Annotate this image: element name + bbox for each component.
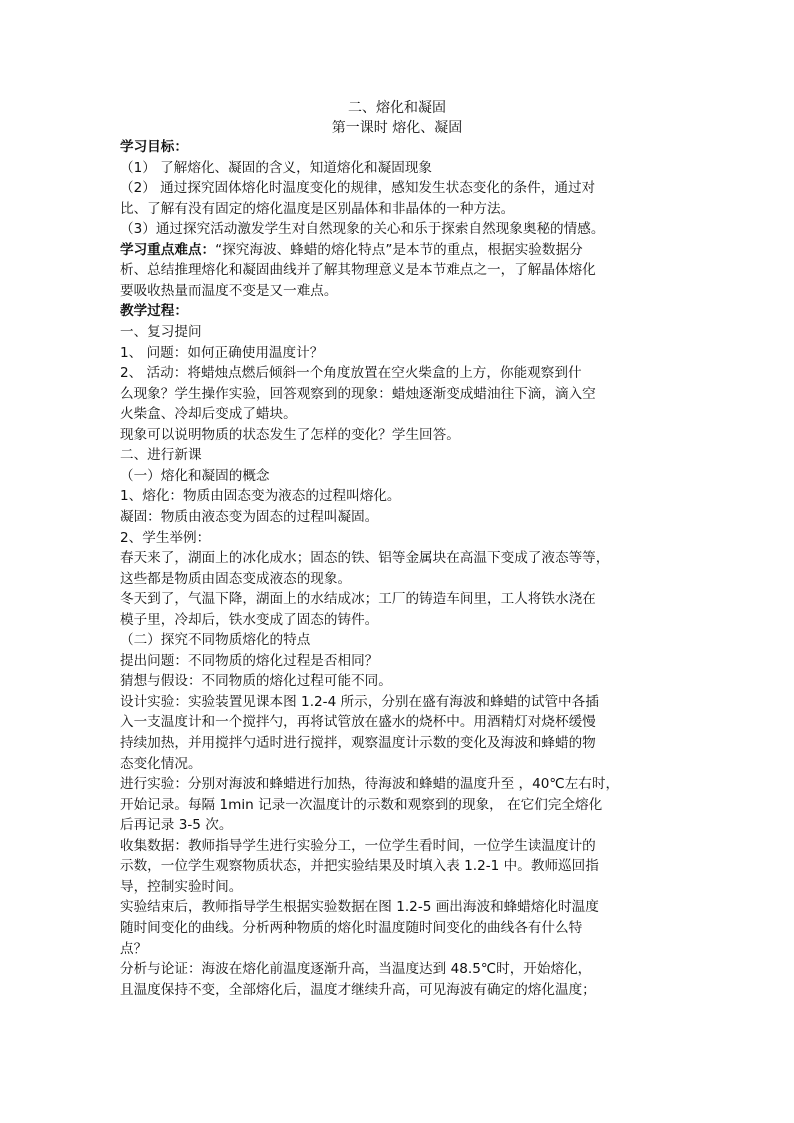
text-line (120, 528, 210, 548)
line-text: 入一支温度计和一个搅拌勺，再将试管放在盛水的烧杯中。用酒精灯对烧杯缓慢 (120, 714, 596, 731)
text-line (120, 630, 310, 650)
line-text: 收集数据：教师指导学生进行实验分工，一位学生看时间，一位学生读温度计的 (120, 837, 596, 854)
text-line (120, 877, 242, 897)
text-line (120, 692, 599, 712)
text-line (120, 939, 147, 959)
text-line (120, 815, 232, 835)
line-text: 导，控制实验时间。 (120, 878, 243, 895)
text-line (120, 918, 582, 938)
text-line (120, 343, 323, 363)
text-line (120, 158, 432, 178)
line-lead-label: 学习重点难点： (120, 241, 216, 258)
page-title: 二、熔化和凝固 (348, 100, 446, 116)
text-line (120, 754, 202, 774)
line-text: 火柴盒、冷却后变成了蜡块。 (120, 406, 297, 423)
text-line (120, 836, 596, 856)
text-line (120, 569, 351, 589)
text-line (120, 199, 514, 219)
line-text: 分析与论证：海波在熔化前温度逐渐升高，当温度达到 48.5℃时，开始熔化， (120, 961, 592, 977)
text-line (120, 733, 596, 753)
line-text: 比、了解有没有固定的熔化温度是区别晶体和非晶体的一种方法。 (120, 200, 515, 217)
text-line (120, 671, 392, 691)
text-line (120, 795, 602, 815)
text-line (120, 384, 596, 404)
line-text: 态变化情况。 (120, 755, 202, 772)
text-line (120, 486, 401, 506)
line-text: 这些都是物质由固态变成液态的现象。 (120, 570, 352, 587)
line-text: “探究海波、蜂蜡的熔化特点”是本节的重点，根据实验数据分 (215, 241, 583, 258)
text-line (120, 466, 270, 486)
line-text: （一）熔化和凝固的概念 (120, 467, 270, 484)
line-text: 随时间变化的曲线。分析两种物质的熔化时温度随时间变化的曲线各有什么特 (120, 919, 583, 936)
text-line (120, 712, 596, 732)
line-text: 示数，一位学生观察物质状态，并把实验结果及时填入表 1.2-1 中。教师巡回指 (120, 858, 599, 875)
text-line (120, 240, 583, 260)
text-line (120, 322, 202, 342)
line-text: 2、学生举例： (120, 529, 211, 546)
text-line (120, 137, 188, 157)
line-text: 冬天到了，气温下降，湖面上的水结成冰；工厂的铸造车间里，工人将铁水浇在 (120, 591, 596, 608)
text-line (120, 178, 595, 198)
text-line (120, 301, 188, 321)
text-line (120, 610, 378, 630)
text-line (120, 281, 338, 301)
text-line (120, 774, 619, 794)
line-text: 实验结束后，教师指导学生根据实验数据在图 1.2-5 画出海波和蜂蜡熔化时温度 (120, 899, 599, 916)
text-line (120, 425, 460, 445)
line-text: 开始记录。每隔 1min 记录一次温度计的示数和观察到的现象， 在它们完全熔化 (120, 796, 603, 813)
text-line (120, 219, 604, 239)
line-text: 后再记录 3-5 次。 (120, 817, 233, 834)
line-text: 提出问题：不同物质的熔化过程是否相同？ (120, 652, 379, 669)
line-text: 么现象？学生操作实验，回答观察到的现象：蜡烛逐渐变成蜡油往下滴，滴入空 (120, 385, 596, 402)
line-text: 设计实验：实验装置见课本图 1.2-4 所示，分别在盛有海波和蜂蜡的试管中各插 (120, 693, 599, 710)
line-text: 一、复习提问 (120, 324, 202, 340)
line-text: 析、总结推理熔化和凝固曲线并了解其物理意义是本节难点之一，了解晶体熔化 (120, 262, 596, 279)
line-text: （2） 通过探究固体熔化时温度变化的规律，感知发生状态变化的条件，通过对 (120, 180, 596, 197)
line-text: （3）通过探究活动激发学生对自然现象的关心和乐于探索自然现象奥秘的情感。 (120, 221, 605, 238)
text-line (120, 260, 596, 280)
text-line (120, 363, 582, 383)
line-text: 二、进行新课 (120, 447, 202, 464)
line-text: 1、 问题：如何正确使用温度计？ (120, 344, 324, 361)
line-text: 1、熔化：物质由固态变为液态的过程叫熔化。 (120, 488, 401, 505)
line-text: 且温度保持不变，全部熔化后，温度才继续升高，可见海波有确定的熔化温度； (120, 981, 596, 998)
text-line (120, 959, 591, 979)
line-text: 教学过程： (120, 303, 188, 320)
line-text: 现象可以说明物质的状态发生了怎样的变化？学生回答。 (120, 426, 460, 443)
text-line (120, 897, 599, 917)
text-line (120, 445, 202, 465)
text-line (120, 980, 596, 1000)
line-text: （二）探究不同物质熔化的特点 (120, 632, 311, 649)
line-text: 进行实验：分别对海波和蜂蜡进行加热，待海波和蜂蜡的温度升至 ，40℃左右时， (120, 776, 620, 793)
line-text: 学习目标： (120, 139, 188, 155)
line-text: （1） 了解熔化、凝固的含义，知道熔化和凝固现象 (120, 159, 433, 176)
text-line (120, 507, 378, 527)
text-line (120, 548, 609, 568)
line-text: 凝固：物质由液态变为固态的过程叫凝固。 (120, 508, 379, 525)
text-line (120, 404, 297, 424)
text-line (120, 856, 599, 876)
line-text: 点？ (120, 940, 148, 957)
line-text: 猜想与假设：不同物质的熔化过程可能不同。 (120, 673, 392, 690)
line-text: 要吸收热量而温度不变是又一难点。 (120, 282, 338, 299)
text-line (120, 651, 378, 671)
line-text: 模子里，冷却后，铁水变成了固态的铸件。 (120, 611, 379, 628)
line-text: 2、 活动：将蜡烛点燃后倾斜一个角度放置在空火柴盒的上方，你能观察到什 (120, 365, 582, 382)
line-text: 持续加热，并用搅拌勺适时进行搅拌，观察温度计示数的变化及海波和蜂蜡的物 (120, 735, 596, 751)
page-subtitle: 第一课时 熔化、凝固 (331, 120, 463, 136)
text-line (120, 589, 596, 609)
line-text: 春天来了，湖面上的冰化成水；固态的铁、铝等金属块在高温下变成了液态等等， (120, 550, 610, 566)
